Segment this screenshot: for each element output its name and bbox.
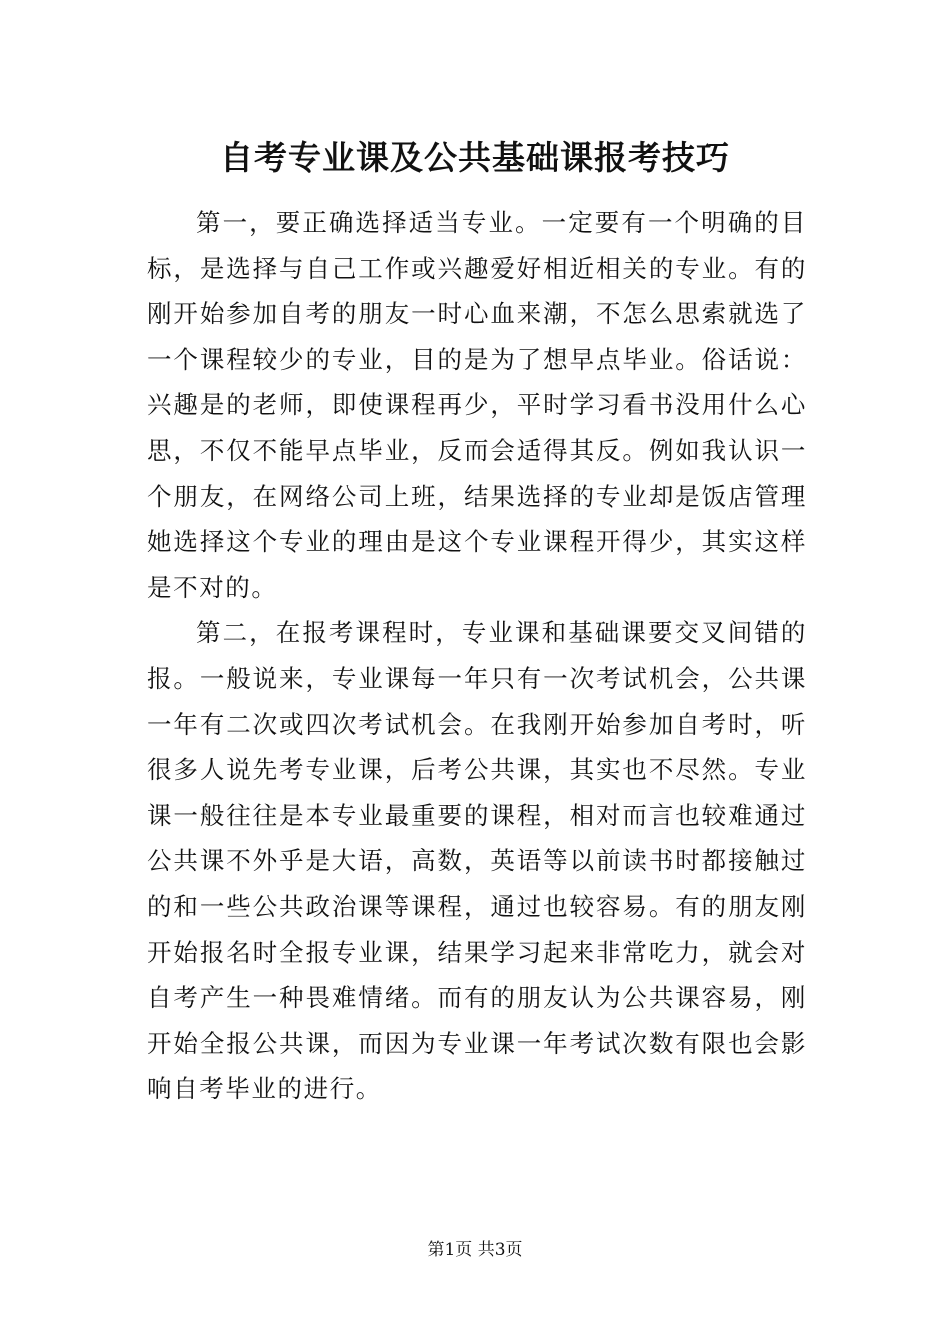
paragraph-1: 第一，要正确选择适当专业。一定要有一个明确的目标，是选择与自己工作或兴趣爱好相近相关的专业。有的刚开始参加自考的朋友一时心血来潮，不怎么思索就选了一个课程较少的专业，目的是为了想早点毕业。俗话说：兴趣是的老师，即使课程再少，平时学习看书没用什么心思，不仅不能早点毕业，反而会适得其反。例如我认识一个朋友，在网络公司上班，结果选择的专业却是饭店管理她选择这个专业的理由是这个专业课程开得少，其实这样是不对的。 (147, 208, 807, 602)
document-title: 自考专业课及公共基础课报考技巧 (220, 138, 730, 177)
page-number-footer: 第1页 共3页 (427, 1240, 523, 1260)
paragraph-2: 第二，在报考课程时，专业课和基础课要交叉间错的报。一般说来，专业课每一年只有一次考试机会，公共课一年有二次或四次考试机会。在我刚开始参加自考时，听很多人说先考专业课，后考公共课，其实也不尽然。专业课一般往往是本专业最重要的课程，相对而言也较难通过公共课不外乎是大语，高数，英语等以前读书时都接触过的和一些公共政治课等课程，通过也较容易。有的朋友刚开始报名时全报专业课，结果学习起来非常吃力，就会对自考产生一种畏难情绪。而有的朋友认为公共课容易，刚开始全报公共课，而因为专业课一年考试次数有限也会影响自考毕业的进行。 (147, 618, 807, 1104)
document-body (147, 200, 807, 1112)
